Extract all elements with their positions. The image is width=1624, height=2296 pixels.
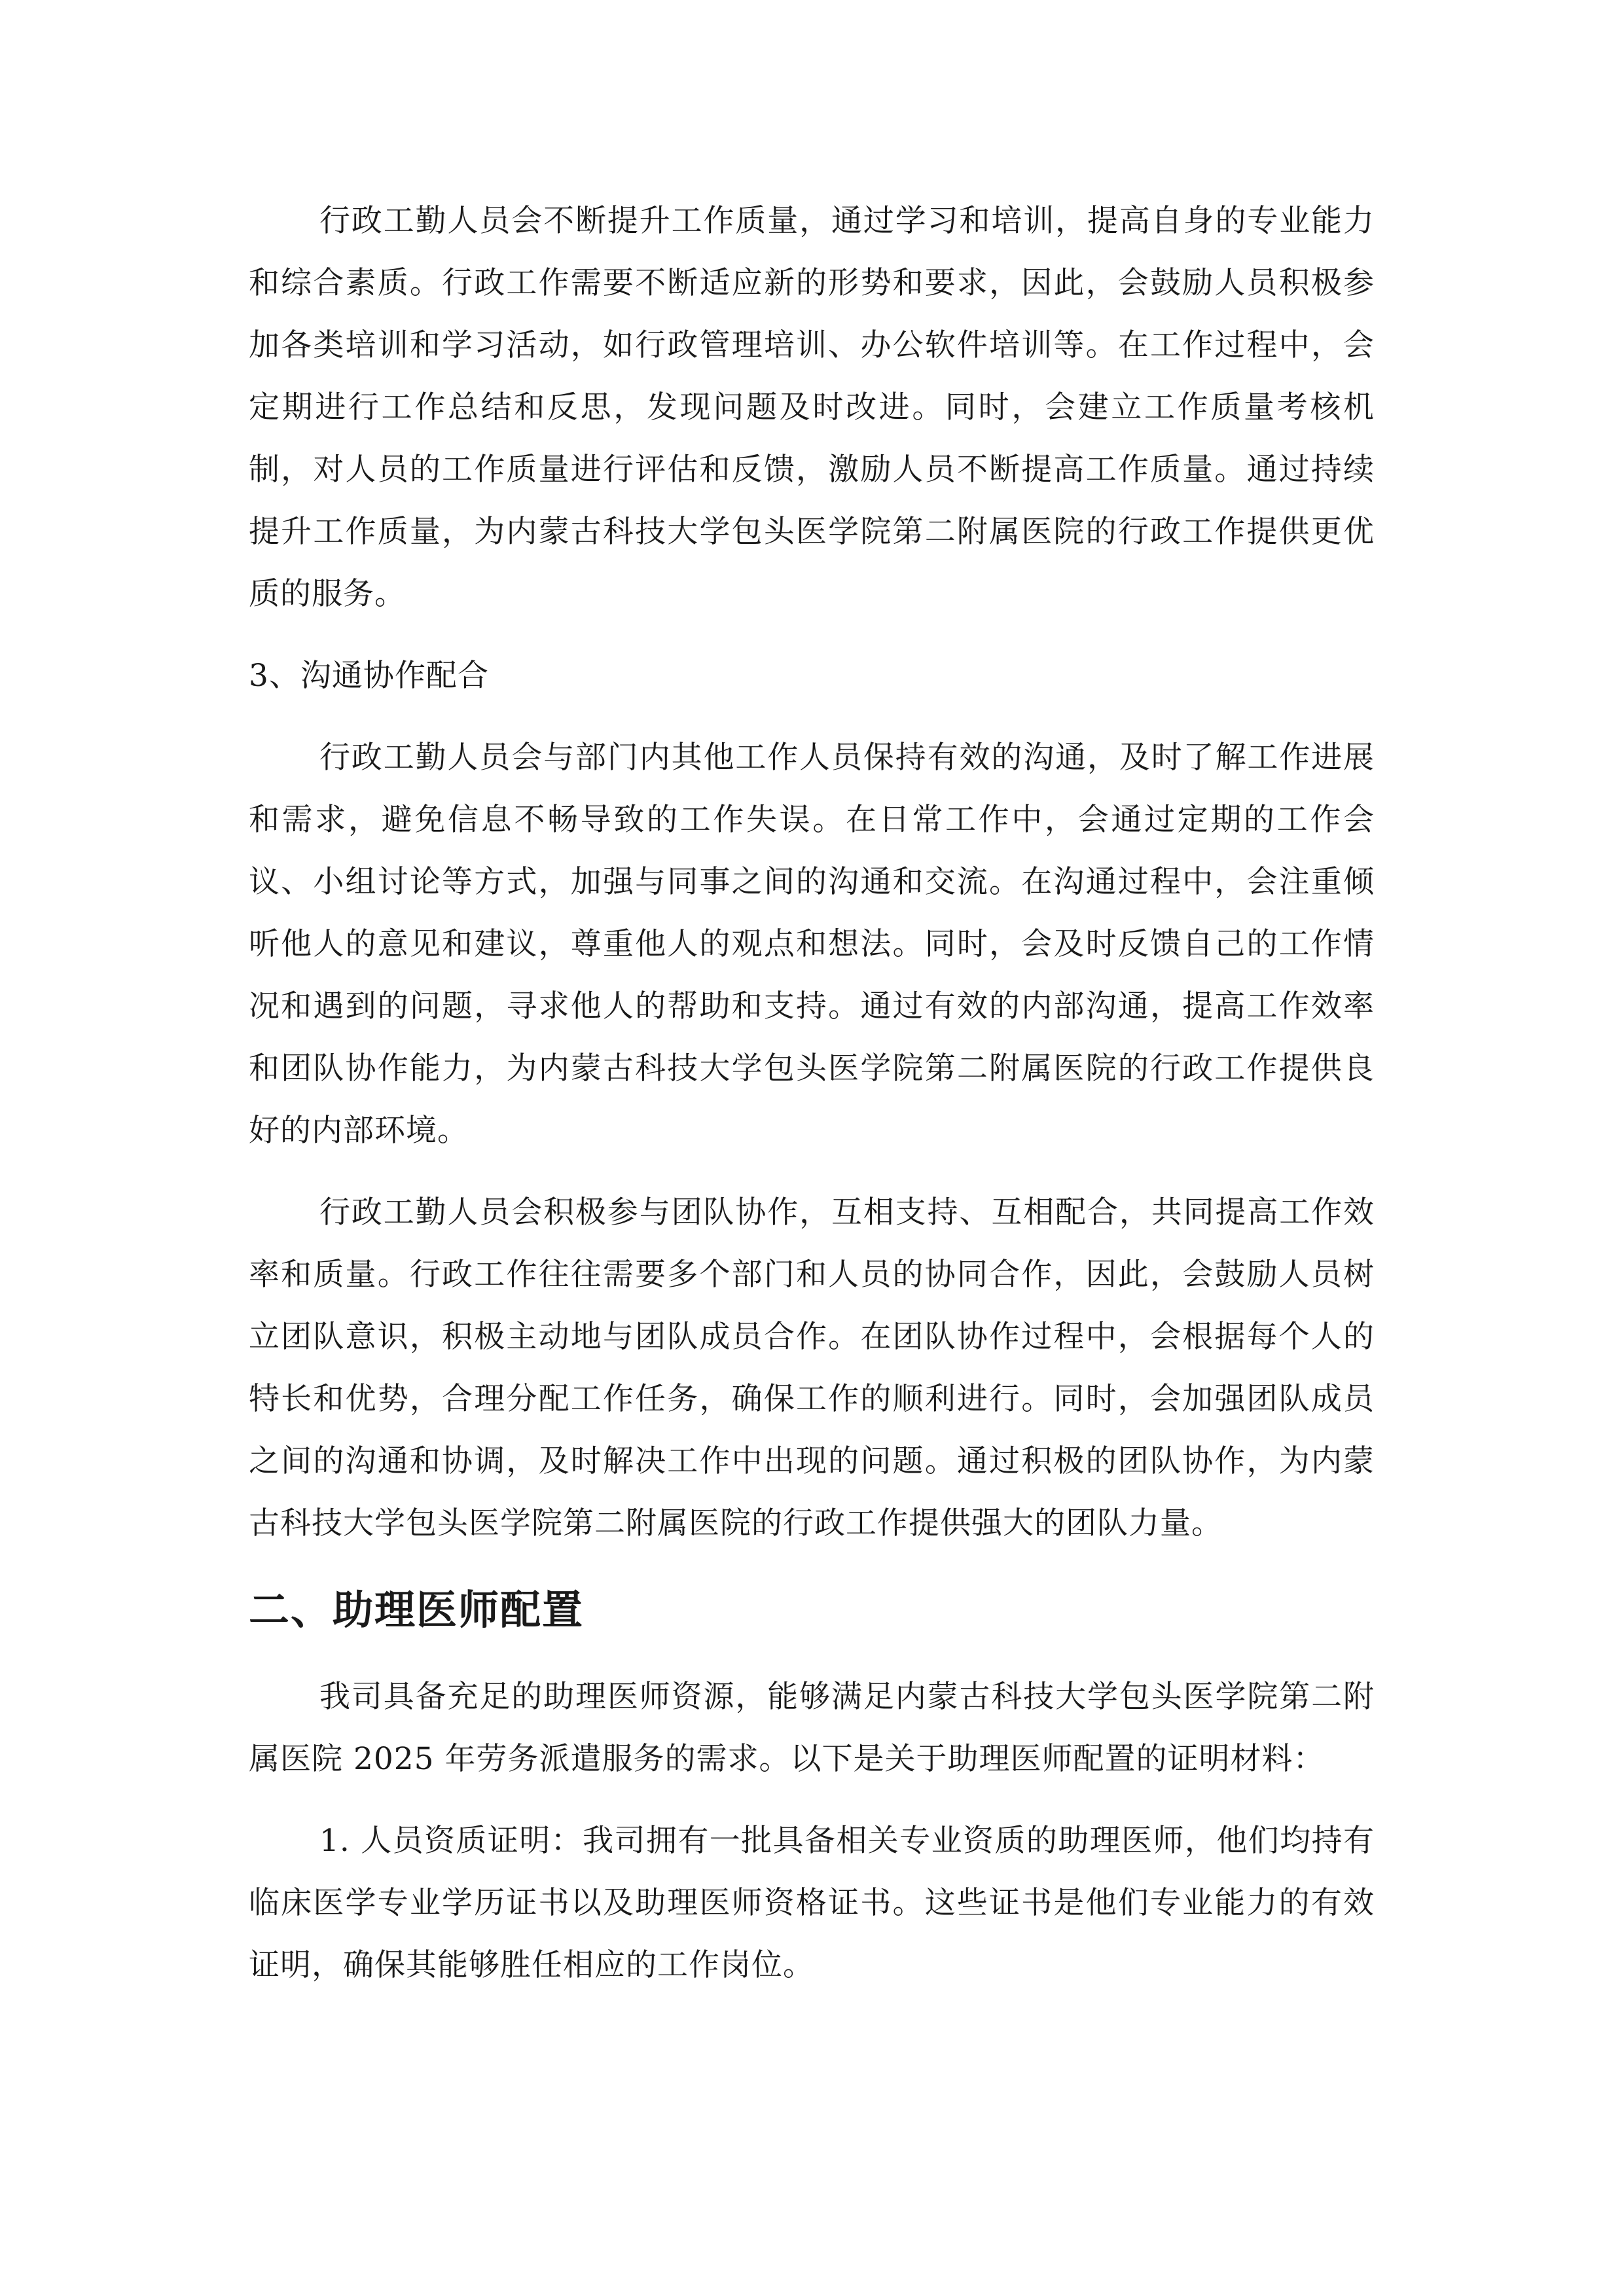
document-page xyxy=(249,190,1375,2016)
paragraph-work-quality: 行政工勤人员会不断提升工作质量，通过学习和培训，提高自身的专业能力和综合素质。行政工作需要不断适应新的形势和要求，因此，会鼓励人员积极参加各类培训和学习活动，如行政管理培训、办公软件培训等。在工作过程中，会定期进行工作总结和反思，发现问题及时改进。同时，会建立工作质量考核机制，对人员的工作质量进行评估和反馈，激励人员不断提高工作质量。通过持续提升工作质量，为内蒙古科技大学包头医学院第二附属医院的行政工作提供更优质的服务。 xyxy=(249,203,1375,612)
paragraph-teamwork: 行政工勤人员会积极参与团队协作，互相支持、互相配合，共同提高工作效率和质量。行政工作往往需要多个部门和人员的协同合作，因此，会鼓励人员树立团队意识，积极主动地与团队成员合作。在团队协作过程中，会根据每个人的特长和优势，合理分配工作任务，确保工作的顺利进行。同时，会加强团队成员之间的沟通和协调，及时解决工作中出现的问题。通过积极的团队协作，为内蒙古科技大学包头医学院第二附属医院的行政工作提供强大的团队力量。 xyxy=(249,1194,1375,1541)
subheading-communication: 3、沟通协作配合 xyxy=(249,658,489,694)
section-heading-assistant-physicians: 二、助理医师配置 xyxy=(249,1586,585,1634)
paragraph-qualification-proof: 1. 人员资质证明：我司拥有一批具备相关专业资质的助理医师，他们均持有临床医学专业学历证书以及助理医师资格证书。这些证书是他们专业能力的有效证明，确保其能够胜任相应的工作岗位。 xyxy=(249,1823,1375,1983)
paragraph-communication: 行政工勤人员会与部门内其他工作人员保持有效的沟通，及时了解工作进展和需求，避免信息不畅导致的工作失误。在日常工作中，会通过定期的工作会议、小组讨论等方式，加强与同事之间的沟通和交流。在沟通过程中，会注重倾听他人的意见和建议，尊重他人的观点和想法。同时，会及时反馈自己的工作情况和遇到的问题，寻求他人的帮助和支持。通过有效的内部沟通，提高工作效率和团队协作能力，为内蒙古科技大学包头医学院第二附属医院的行政工作提供良好的内部环境。 xyxy=(249,740,1375,1149)
paragraph-assistant-intro: 我司具备充足的助理医师资源，能够满足内蒙古科技大学包头医学院第二附属医院 2025 年劳务派遣服务的需求。以下是关于助理医师配置的证明材料： xyxy=(249,1679,1375,1777)
